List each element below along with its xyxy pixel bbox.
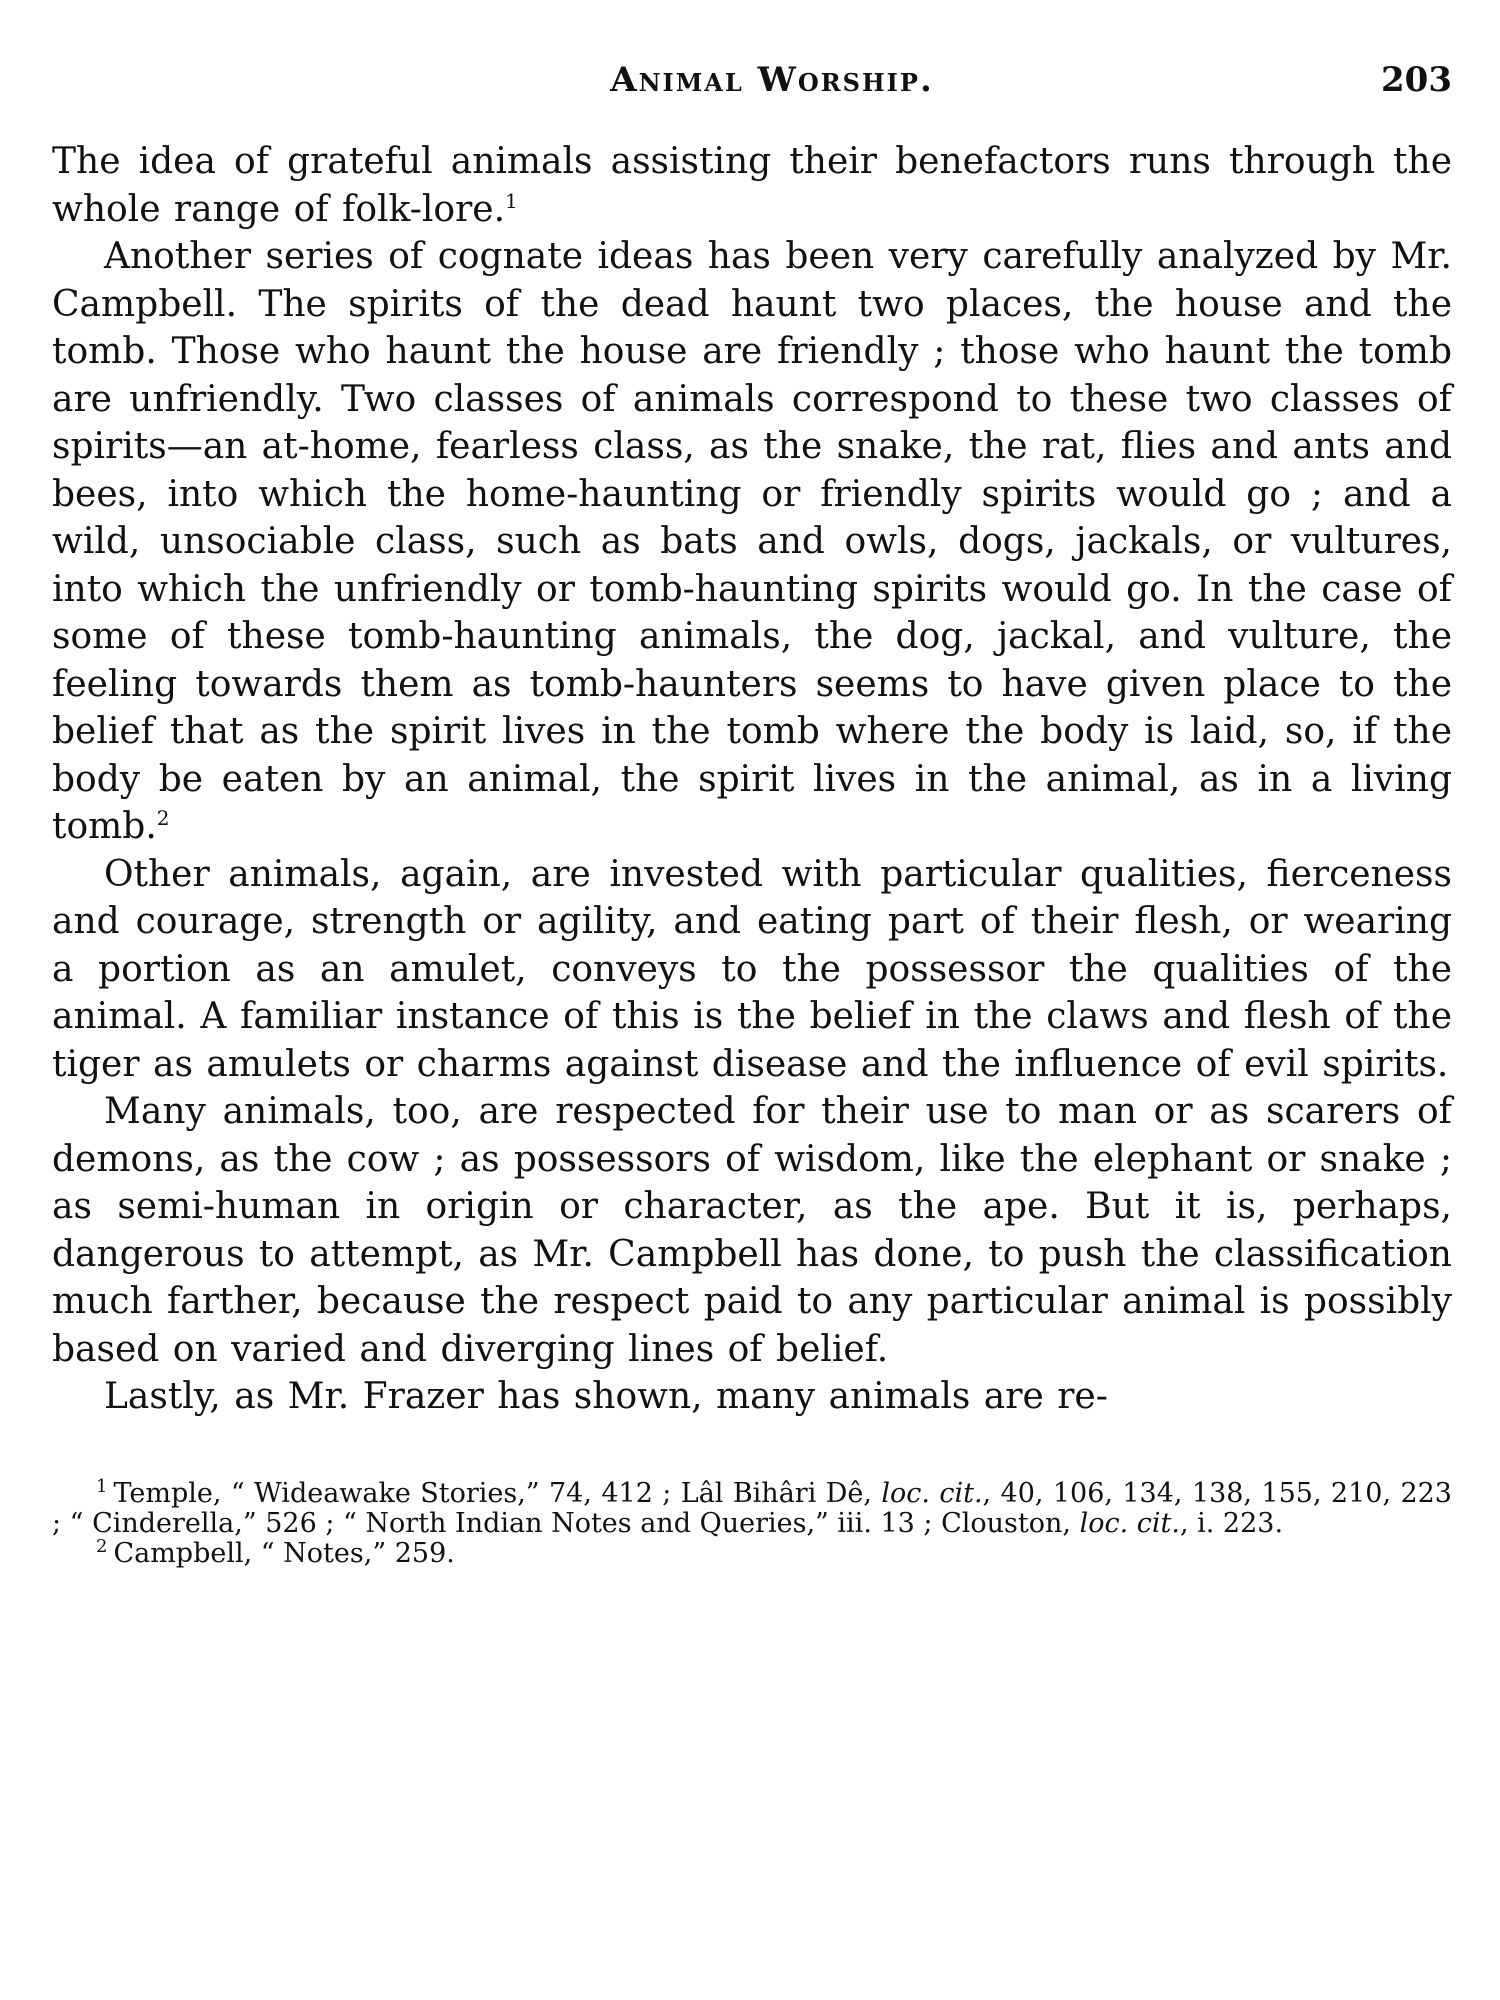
paragraph-spirits-of-dead: Another series of cognate ideas has been very carefully analyzed by Mr. Campbell. The spirits of the dead haunt two places, the house and the tomb. Those who haunt the house are friendly ; those who haunt the tomb are unfriendly. Two classes of animals correspond to these two classes of spirits—an at-home, fearless class, as the snake, the rat, flies and ants and bees, into which the home-haunting or friendly spirits would go ; and a wild, unsociable class, such as bats and owls, dogs, jackals, or vultures, into which the unfriendly or tomb-haunting spirits would go. In the case of some of these tomb-haunting animals, the dog, jackal, and vulture, the feeling towards them as tomb-haunters seems to have given place to the belief that as the spirit lives in the tomb where the body is laid, so, if the body be eaten by an animal, the spirit lives in the animal, as in a living tomb.$^2$ — [52, 236, 1452, 847]
footnote-mark: 1 — [96, 1475, 108, 1497]
page-number: 203 — [1381, 60, 1452, 100]
footnote-ref-2: 2 — [156, 806, 170, 830]
footnote-mark: 2 — [96, 1535, 108, 1557]
book-page — [52, 60, 1452, 1960]
footnote-1: $^1$ Temple, “ Wideawake Stories,” 74, 412 ; Lâl Bihâri Dê, loc. cit., 40, 106, 134, 138, 155, 210, 223 ; “ Cinderella,” 526 ; “ North Indian Notes and Queries,” iii. 13 ; Clouston, loc. cit., i. 223. — [52, 1475, 1452, 1539]
footnote-2: $^2$ Campbell, “ Notes,” 259. — [96, 1535, 455, 1569]
running-title: Animal Worship. — [610, 60, 934, 100]
paragraph-lastly: Lastly, as Mr. Frazer has shown, many animals are re- — [104, 1376, 1108, 1417]
footnote-ref-1: 1 — [505, 188, 518, 213]
paragraph-animal-qualities: Other animals, again, are invested with particular qualities, fierceness and courage, strength or agility, and eating part of their flesh, or wearing a portion as an amulet, conveys to the possessor the qualities of the animal. A familiar instance of this is the belief in the claws and flesh of the tiger as amulets or charms against disease and the influence of evil spirits. — [52, 853, 1452, 1085]
running-head — [52, 60, 1452, 120]
paragraph-grateful-animals: The idea of grateful animals assisting their benefactors runs through the whole range of folk-lore.$^1$ — [52, 141, 1452, 230]
body-text — [52, 138, 1452, 1421]
footnotes — [52, 1475, 1452, 1569]
paragraph-respected-animals: Many animals, too, are respected for their use to man or as scarers of demons, as the cow ; as possessors of wisdom, like the elephant or snake ; as semi-human in origin or character, as the ape. But it is, perhaps, dangerous to attempt, as Mr. Campbell has done, to push the classification much farther, because the respect paid to any particular animal is possibly based on varied and diverging lines of belief. — [52, 1091, 1452, 1370]
